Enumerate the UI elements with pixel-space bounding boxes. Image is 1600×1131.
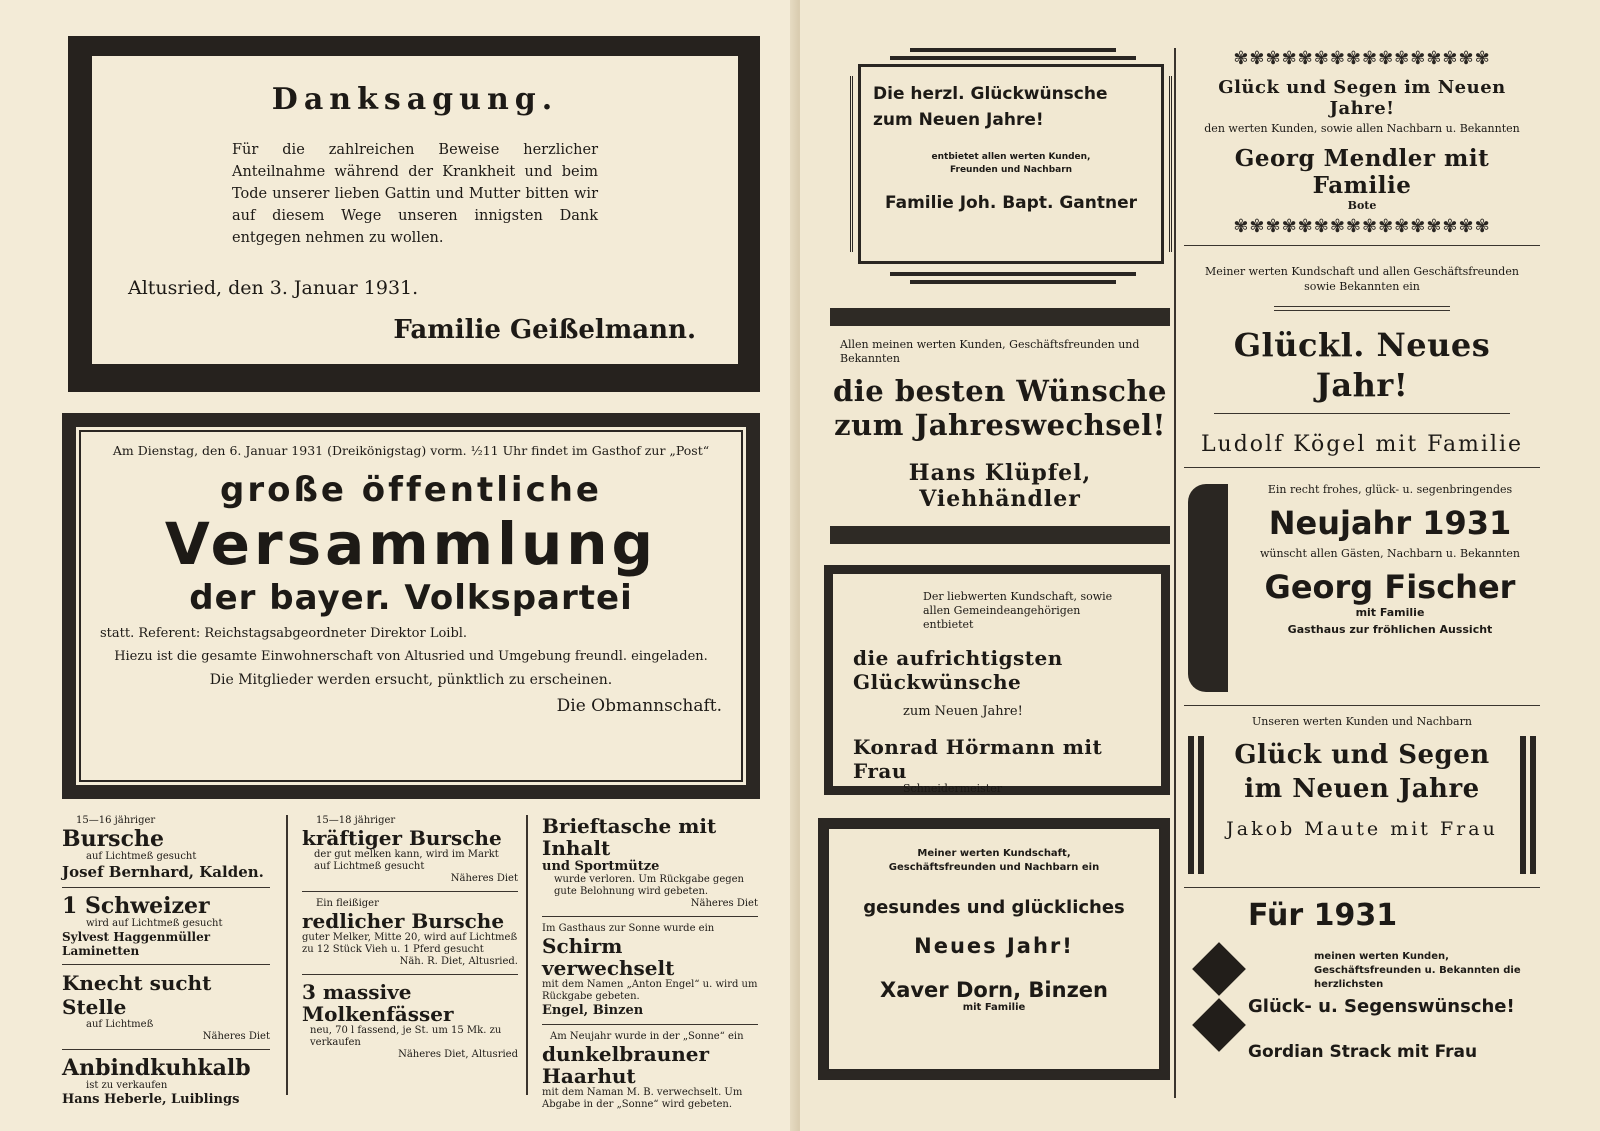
strack-small: meinen werten Kunden, Geschäftsfreunden u. Bekannten die herzlichsten xyxy=(1314,951,1521,990)
strack-ad xyxy=(1184,898,1540,1088)
decorative-bar xyxy=(1188,736,1194,874)
versammlung-request: Die Mitglieder werden ersucht, pünktlich zu erscheinen. xyxy=(209,672,613,688)
kluepfel-wish2: zum Jahreswechsel! xyxy=(834,408,1166,442)
hoermann-wish: die aufrichtigsten Glückwünsche xyxy=(853,646,1063,694)
versammlung-line3: der bayer. Volkspartei xyxy=(189,578,633,618)
classified-item xyxy=(542,815,758,910)
classified-head: Anbindkuhkalb xyxy=(62,1055,251,1081)
versammlung-line1: große öffentliche xyxy=(219,470,602,510)
dorn-ad xyxy=(818,818,1170,1080)
danksagung-title: Danksagung. xyxy=(271,82,559,117)
classified-sub: wird auf Lichtmeß gesucht xyxy=(86,918,223,929)
classified-sub: wurde verloren. Um Rückgabe gegen gute Belohnung wird gebeten. xyxy=(554,874,744,897)
classified-name: Josef Bernhard, Kalden. xyxy=(62,863,264,881)
fischer-big: Neujahr 1931 xyxy=(1268,504,1512,542)
bar-rule xyxy=(830,526,1170,544)
column-rule xyxy=(526,815,528,1095)
classified-column-1 xyxy=(62,815,270,1107)
hoermann-wish2: zum Neuen Jahre! xyxy=(903,704,1023,719)
dorn-intro: Meiner werten Kundschaft, Geschäftsfreunden und Nachbarn ein xyxy=(888,848,1100,873)
classified-item xyxy=(542,1031,758,1111)
ornament-border: ✾✾✾✾✾✾✾✾✾✾✾✾✾✾✾✾ xyxy=(1233,216,1491,237)
classified-sub: ist zu verkaufen xyxy=(86,1080,168,1091)
classified-sub: mit dem Naman M. B. verwechselt. Um Abgabe in der „Sonne“ wird gebeten. xyxy=(542,1087,743,1110)
decorative-bar xyxy=(1218,484,1228,692)
maute-wish2: im Neuen Jahre xyxy=(1244,774,1480,804)
divider xyxy=(62,887,270,888)
divider xyxy=(542,1024,758,1025)
kluepfel-intro: Allen meinen werten Kunden, Geschäftsfreunden und Bekannten xyxy=(840,338,1140,365)
classified-name: Näheres Diet, Altusried xyxy=(398,1049,518,1060)
classified-item xyxy=(302,898,518,968)
decorative-bar xyxy=(1530,736,1536,874)
fischer-name: Georg Fischer xyxy=(1264,568,1516,606)
classified-head: Knecht sucht Stelle xyxy=(62,971,212,1019)
hoermann-ad xyxy=(824,565,1170,795)
classified-item xyxy=(302,981,518,1061)
maute-intro: Unseren werten Kunden und Nachbarn xyxy=(1252,715,1472,728)
strack-name: Gordian Strack mit Frau xyxy=(1248,1042,1478,1062)
versammlung-line2: Versammlung xyxy=(164,510,658,578)
maute-name: Jakob Maute mit Frau xyxy=(1226,818,1498,840)
classified-item xyxy=(302,815,518,885)
danksagung-signature: Familie Geißelmann. xyxy=(393,315,696,345)
classified-item xyxy=(62,971,270,1043)
classified-head-2: und Sportmütze xyxy=(542,859,660,874)
strack-wish: Glück- u. Segenswünsche! xyxy=(1248,996,1515,1017)
classified-name: Engel, Binzen xyxy=(542,1003,644,1018)
classified-name: Näh. R. Diet, Altusried. xyxy=(399,956,518,967)
strack-title: Für 1931 xyxy=(1248,898,1398,933)
column-rule xyxy=(286,815,288,1095)
fischer-ad xyxy=(1184,480,1540,706)
dorn-name: Xaver Dorn, Binzen xyxy=(880,978,1108,1002)
classified-sub: auf Lichtmeß xyxy=(86,1019,154,1030)
versammlung-ad xyxy=(62,413,760,799)
koegel-name: Ludolf Kögel mit Familie xyxy=(1200,432,1524,457)
classified-head: 3 massive Molkenfässer xyxy=(302,980,454,1026)
versammlung-referent: statt. Referent: Reichstagsabgeordneter Direktor Loibl. xyxy=(100,626,468,641)
classified-sub: mit dem Namen „Anton Engel“ u. wird um Rückgabe gebeten. xyxy=(542,979,758,1002)
danksagung-body: Für die zahlreichen Beweise herzlicher Anteilnahme während der Krankheit und beim Tode unserer lieben Gattin und Mutter bitten wir auf diesem Wege unseren innigsten Dank entgegen nehmen zu wollen. xyxy=(232,142,598,246)
dorn-inner xyxy=(827,827,1161,1071)
divider xyxy=(62,1049,270,1050)
versammlung-intro: Am Dienstag, den 6. Januar 1931 (Dreikönigstag) vorm. ½11 Uhr findet im Gasthof zur „Post“ xyxy=(112,443,710,458)
fischer-sub2: Gasthaus zur fröhlichen Aussicht xyxy=(1287,623,1493,636)
decorative-bar xyxy=(1188,484,1222,692)
divider xyxy=(302,974,518,975)
classified-pre: Im Gasthaus zur Sonne wurde ein xyxy=(542,923,715,934)
right-page xyxy=(800,0,1600,1131)
mendler-ad xyxy=(1184,48,1540,258)
maute-ad xyxy=(1184,716,1540,888)
kluepfel-name: Hans Klüpfel, Viehhändler xyxy=(908,460,1092,512)
koegel-ad xyxy=(1184,262,1540,468)
versammlung-invite: Hiezu ist die gesamte Einwohnerschaft von Altusried und Umgebung freundl. eingeladen. xyxy=(114,649,708,664)
dorn-sub: mit Familie xyxy=(962,1002,1026,1013)
fischer-content xyxy=(1240,484,1540,636)
classified-head: redlicher Bursche xyxy=(302,909,505,933)
classified-sub: auf Lichtmeß gesucht xyxy=(86,851,197,862)
classified-name: Sylvest Haggenmüller Laminetten xyxy=(62,930,211,958)
classified-item xyxy=(62,1056,270,1107)
classified-sub: guter Melker, Mitte 20, wird auf Lichtmeß zu 12 Stück Vieh u. 1 Pferd gesucht xyxy=(302,932,518,955)
mendler-line2: den werten Kunden, sowie allen Nachbarn u. Bekannten xyxy=(1204,122,1520,135)
classified-head: Brieftasche mit Inhalt xyxy=(542,814,717,860)
classified-name: Hans Heberle, Luiblings xyxy=(62,1092,240,1107)
divider xyxy=(542,916,758,917)
fischer-intro: Ein recht frohes, glück- u. segenbringendes xyxy=(1267,483,1513,496)
gantner-line2: zum Neuen Jahre! xyxy=(873,110,1044,130)
versammlung-signature: Die Obmannschaft. xyxy=(556,696,722,716)
danksagung-ad xyxy=(68,36,760,392)
fischer-line: wünscht allen Gästen, Nachbarn u. Bekannten xyxy=(1259,547,1521,560)
fischer-sub1: mit Familie xyxy=(1355,606,1425,619)
classified-item xyxy=(542,923,758,1018)
gantner-name: Familie Joh. Bapt. Gantner xyxy=(885,193,1137,213)
hoermann-name: Konrad Hörmann mit Frau xyxy=(853,735,1103,783)
classified-item xyxy=(62,815,270,881)
koegel-wish: Glückl. Neues Jahr! xyxy=(1233,326,1491,404)
gantner-box xyxy=(858,64,1164,264)
ornament-border: ✾✾✾✾✾✾✾✾✾✾✾✾✾✾✾✾ xyxy=(1233,48,1491,69)
gantner-line1: Die herzl. Glückwünsche xyxy=(873,84,1108,104)
versammlung-inner xyxy=(76,427,746,785)
classified-name: Näheres Diet xyxy=(202,1031,270,1042)
classified-pre: Am Neujahr wurde in der „Sonne“ ein xyxy=(550,1031,744,1042)
classified-head: dunkelbrauner Haarhut xyxy=(542,1042,710,1088)
classified-head: kräftiger Bursche xyxy=(302,826,502,850)
hoermann-intro: Der liebwerten Kundschaft, sowie allen Gemeindeangehörigen entbietet xyxy=(923,590,1113,631)
mendler-sub: Bote xyxy=(1347,199,1377,212)
classified-sub: neu, 70 l fassend, je St. um 15 Mk. zu verkaufen xyxy=(310,1025,502,1048)
mendler-line1: Glück und Segen im Neuen Jahre! xyxy=(1218,77,1506,119)
dorn-wish1: gesundes und glückliches xyxy=(863,897,1125,918)
classified-name: Näheres Diet xyxy=(690,898,758,909)
decorative-bar xyxy=(1198,736,1204,874)
classified-name: Näheres Diet xyxy=(450,873,518,884)
diamond-ornament xyxy=(1192,942,1246,996)
decorative-bar xyxy=(1520,736,1526,874)
classified-head: Bursche xyxy=(62,826,164,852)
bar-rule xyxy=(830,308,1170,326)
koegel-intro: Meiner werten Kundschaft und allen Geschäftsfreunden sowie Bekannten ein xyxy=(1205,265,1519,293)
dorn-wish2: Neues Jahr! xyxy=(914,934,1074,958)
classified-pre: 15—18 jähriger xyxy=(316,815,396,826)
classified-pre: Ein fleißiger xyxy=(316,898,379,909)
classified-column-3 xyxy=(542,814,758,1110)
kluepfel-ad xyxy=(830,308,1170,548)
classified-sub: der gut melken kann, wird im Markt auf Lichtmeß gesucht xyxy=(314,849,499,872)
classified-head: 1 Schweizer xyxy=(62,893,210,919)
danksagung-inner xyxy=(92,56,738,364)
column-rule xyxy=(1174,48,1176,1098)
kluepfel-wish1: die besten Wünsche xyxy=(832,374,1167,408)
maute-wish1: Glück und Segen xyxy=(1234,740,1490,770)
diamond-ornament xyxy=(1192,998,1246,1052)
gantner-ad xyxy=(850,48,1176,288)
hoermann-trade: Schneidermeister xyxy=(903,782,1002,795)
divider xyxy=(302,891,518,892)
mendler-name: Georg Mendler mit Familie xyxy=(1234,145,1490,199)
divider xyxy=(62,964,270,965)
gantner-small: entbietet allen werten Kunden, Freunden und Nachbarn xyxy=(931,152,1091,175)
classified-head: Schirm verwechselt xyxy=(542,934,675,980)
classified-column-2 xyxy=(302,815,518,1100)
danksagung-date: Altusried, den 3. Januar 1931. xyxy=(128,277,419,299)
classified-pre: 15—16 jähriger xyxy=(76,815,156,826)
classified-item xyxy=(62,894,270,958)
hoermann-inner xyxy=(833,574,1161,795)
